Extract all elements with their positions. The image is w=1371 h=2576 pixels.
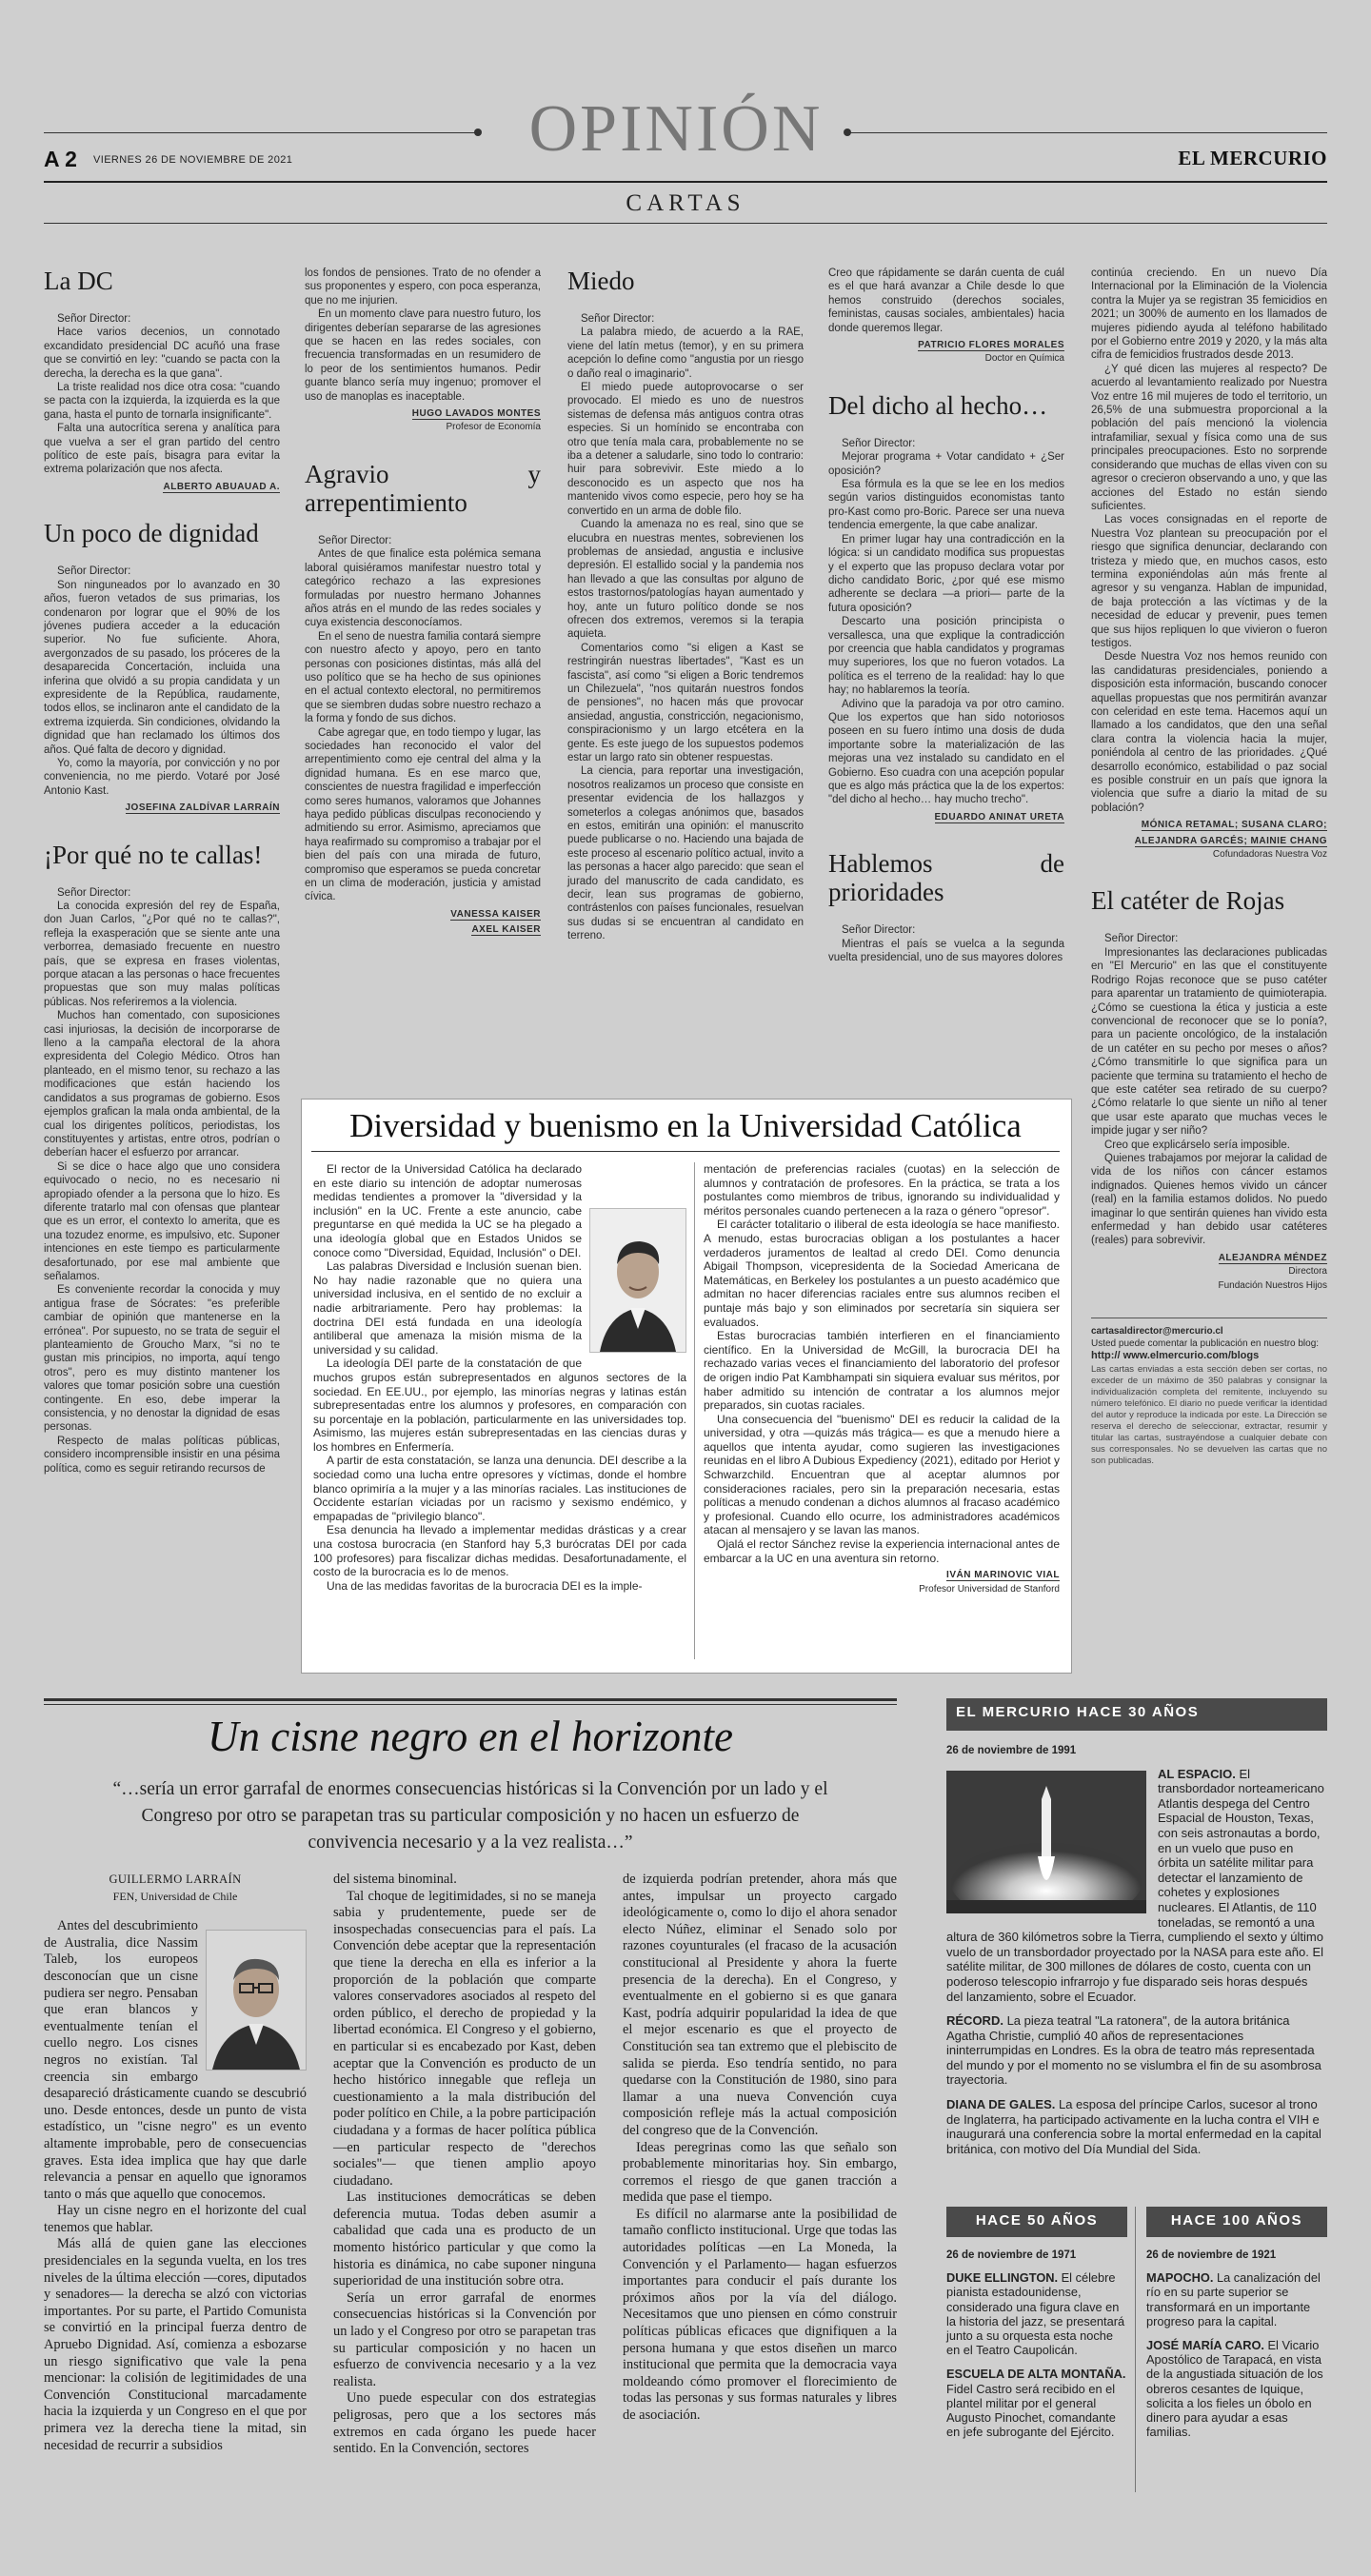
letter-paragraph: La ciencia, para reportar una investigación, nosotros realizamos un proceso que consiste en presentar evidencia de los hallazgos y someterlos a colegas anónimos que, basados en estos, emitirán una opinión: el manuscrito puede publicarse o no. Haciendo una bajada de este proceso al escenario político actual, invito a las personas a hacer algo parecido: que sean el jurado del manuscrito de cada candidato, es decir, lean sus programas de gobierno, contrástenlos con países funcionales, resuelvan sus dudas si se encuentran al candidato en terreno.	[567, 765, 804, 942]
letter-la-dc	[44, 267, 280, 494]
letter-paragraph: Es conveniente recordar la conocida y muy antigua frase de Sócrates: "es preferible cambiar de opinión que mantenerse en la errónea". Por supuesto, no se trata de seguir el planteamiento de Groucho Marx, "si no te gustan mis principios, no importa, aquí tengo otros", pero es muy distinto mantener los valores que tomar posición sobre una cuestión contingente. En eso, debe imperar la consistencia, y no denostar la dignidad de esas personas.	[44, 1284, 280, 1434]
featured-paragraph: El rector de la Universidad Católica ha declarado en este diario su intención de adoptar numerosas medidas tendientes a promover la "diversidad y la inclusión" en la UC. Frente a este anuncio, cabe preguntarse en qué medida la UC se ha plegado a una ideología global que en Estados Unidos se conoce como "Diversidad, Equidad, Inclusión" o DEI.	[313, 1162, 582, 1259]
letter-paragraph: En el seno de nuestra familia contará siempre con nuestro afecto y apoyo, pero en tanto personas con posiciones distintas, más allá del uso político que se ha hecho de sus opiniones en el actual contexto electoral, no permitiremos que se siembren dudas sobre nuestro rechazo a la forma y fondo de sus dichos.	[305, 630, 541, 725]
contact-blog-link[interactable]: http:// www.elmercurio.com/blogs	[1091, 1350, 1260, 1362]
letter-signature: HUGO LAVADOS MONTES	[411, 408, 541, 420]
letter-paragraph: Mientras el país se vuelca a la segunda vuelta presidencial, uno de sus mayores dolores	[828, 938, 1064, 964]
letter-paragraph: los fondos de pensiones. Trato de no ofender a sus proponentes y espero, con poca esperanza, que no me injurien.	[305, 268, 541, 307]
letter-paragraph: La palabra miedo, de acuerdo a la RAE, viene del latín metus (temor), y en su primera acepción lo define como "angustia por un riesgo o daño real o imaginario".	[567, 327, 804, 380]
column-paragraph: Uno puede especular con dos estrategias peligrosas, pero que a los sectores más extremos en cada órgano les puede hacer sentido. En la Convención, sectores	[333, 2390, 596, 2457]
header-bullet-right	[844, 129, 851, 136]
letters-column-2	[305, 267, 541, 962]
letter-signature: ALEJANDRA GARCÉS; MAINIE CHANG	[1134, 835, 1327, 846]
shuttle-launch-photo	[946, 1771, 1146, 1913]
letter-prioridades-continued	[1091, 267, 1327, 862]
letter-salute: Señor Director:	[581, 313, 655, 325]
letter-title: Hablemos de prioridades	[828, 849, 1064, 907]
featured-signature: IVÁN MARINOVIC VIAL	[946, 1570, 1060, 1581]
letter-title: Del dicho al hecho…	[828, 390, 1048, 420]
featured-paragraph: La ideología DEI parte de la constatación de que muchos grupos están subrepresentados en algunos sectores de la sociedad. En EE.UU., por ejemplo, las minorías negras y latinas están subrepresentadas entre los alumnos y profesores, en comparación con su porcentaje en la población, particularmente en las universidades top. Asimismo, las mujeres están subrepresentadas en las ciencias duras y los hombres en Enfermería.	[313, 1357, 686, 1454]
history-30-header: EL MERCURIO HACE 30 AÑOS	[946, 1698, 1327, 1731]
letter-paragraph: En un momento clave para nuestro futuro, los dirigentes deberían separarse de las agresiones que se hacen en las redes sociales, con frecuencia transformadas en un resumidero de lo peor de los sentimientos humanos. Pedir guante blanco sería muy ingenuo; promover el uso de manoplas es inaceptable.	[305, 308, 541, 403]
letter-paragraph: El miedo puede autoprovocarse o ser provocado. El miedo es uno de nuestros sistemas de defensa más antiguos contra otras especies. Si un homínido se encontraba con otro que tenía mala cara, probablemente no se iba a detener a saludarle, sino todo lo contrario: huir para sobrevivir. Este miedo a lo desconocido es un aspecto que nos ha mantenido vivos como especie, pero hoy se ha convertido en un arma de doble filo.	[567, 382, 804, 517]
history-item-record: RÉCORD. La pieza teatral "La ratonera", de la autora británica Agatha Christie, cumplió 40 años de representaciones ininterrumpidas en Londres. Es la obra de teatro más representada del mundo y por el momento no se vislumbra el fin de su asombrosa trayectoria.	[946, 2013, 1321, 2088]
featured-paragraph: Las palabras Diversidad e Inclusión suenan bien. No hay nadie razonable que no quiera una universidad inclusiva, en el sentido de no excluir a nadie arbitrariamente. Pero hay problemas: la doctrina DEI está fundada en una ideología antiliberal que amenaza la misión misma de la universidad y su calidad.	[313, 1259, 582, 1357]
letter-salute: Señor Director:	[842, 924, 916, 937]
column-paragraph: Más allá de quien gane las elecciones presidenciales en la segunda vuelta, en los tres niveles de la última elección —cores, diputados y senadores— la derecha se alzó con victorias importantes. Por su parte, el Partido Comunista se convirtió en la principal fuerza dentro de Apruebo Dignidad. Así, comienza a esbozarse un riesgo significativo que vale la pena mencionar: la colisión de legitimidades de una Convención Constitucional marcadamente hacia la izquierda y un Congreso en el que por primera vez la derecha tiene la mitad, sin necesidad de recurrir a subsidios	[44, 2236, 307, 2453]
column-text-1	[44, 1872, 307, 2454]
letter-salute: Señor Director:	[57, 565, 131, 578]
column-paragraph: Sería un error garrafal de enormes consecuencias históricas si la Convención por un lado y el Congreso por otro se parapetan tras su particular composición y no hacen un esfuerzo de convivencia necesario y a la vez realista.	[333, 2289, 596, 2389]
column-paragraph: del sistema binominal.	[333, 1872, 457, 1887]
letter-paragraph: La conocida expresión del rey de España, don Juan Carlos, "¿Por qué no te callas?", refleja la exasperación que se siente ante una verborrea, demasiado frecuente en nuestro país, que se expresa en frases violentas, porque atacan a las personas o hace frecuentes propuestas que son muy malas políticas públicas. Nos referiremos a la violencia.	[44, 901, 280, 1008]
letters-column-3	[567, 267, 804, 968]
column-paragraph: de izquierda podrían pretender, ahora más que antes, impulsar un proyecto cargado ideológicamente o, como lo dijo el ahora senador electo Núñez, eliminar el Senado solo por razones coyunturales (el fracaso de la acusación constitucional al Presidente y ahora la fuerte presencia de la derecha). En el Congreso, y eventualmente en el gobierno si es que ganara Kast, podría adquirir popularidad la idea de que el mejor escenario es que el proyecto de Constitución sea tan extremo que el plebiscito de salida se pierda. Eso tendría sentido, no para quedarse con la Constitución de 1980, sino para llamar a una nueva Convención cuya composición refleje más la actual composición del congreso que de la Convención.	[623, 1872, 897, 2138]
letter-salute: Señor Director:	[1104, 933, 1179, 945]
history-30-section	[946, 1738, 1327, 2166]
column-author: GUILLERMO LARRAÍN	[109, 1873, 242, 1886]
letter-paragraph: Falta una autocrítica serena y analítica para que vuelva a ser el gran partido del centro político de este país, bisagra para evitar la extrema polarización que nos afecta.	[44, 423, 280, 476]
contact-policy: Las cartas enviadas a esta sección deben ser cortas, no exceder de un máximo de 350 palabras y consignar la individualización completa del remitente, incluyendo su número telefónico. El diario no puede verificar la identidad del autor y reproduce la indicada por este. La Dirección se reserva el derecho de seleccionar, extractar, resumir y titular las cartas, sustrayéndose a cualquier debate con sus corresponsales. No se devuelven las cartas que no son publicadas.	[1091, 1363, 1327, 1466]
history-item-diana: DIANA DE GALES. La esposa del príncipe Carlos, sucesor al trono de Inglaterra, ha participado activamente en la lucha contra el VIH e inaugurará una conferencia sobre la mortal enfermedad en la capital británica, con motivo del Día Mundial del Sida.	[946, 2097, 1321, 2156]
letter-paragraph: Esa fórmula es la que se lee en los medios según varios distinguidos economistas tanto pro-Kast como pro-Boric. Parece ser una nueva tendencia emergente, la que cabe analizar.	[828, 479, 1064, 532]
page-number: A 2	[44, 147, 77, 171]
letter-dignidad	[44, 519, 280, 815]
column-paragraph: Tal choque de legitimidades, si no se maneja sabia y prudentemente, puede ser de insospechadas consecuencias para el país. La Convención debe aceptar que la representación que tiene la derecha en ella es inferior a la proporción de la población que comparte valores conservadores asociados al respeto del orden público, el derecho de propiedad y la libertad económica. El Congreso y el gobierno, en particular si es encabezado por Kast, deben aceptar que la Convención es producto de un hecho histórico innegable que refleja un cuestionamiento a la mala distribución del poder político en Chile, a la pobre participación ciudadana y a formas de hacer política pública —en particular respecto de "derechos sociales"— que tienen amplio apoyo ciudadano.	[333, 1888, 596, 2189]
featured-column-1	[313, 1162, 686, 1593]
letter-cateter	[1091, 886, 1327, 1293]
history-item-caro: JOSÉ MARÍA CARO. El Vicario Apostólico de Tarapacá, en vista de la angustiada situación de los obreros cesantes de Iquique, solicita a los fieles un óbolo en dinero para ayudar a esas familias.	[1146, 2338, 1323, 2440]
letter-signature: JOSEFINA ZALDÍVAR LARRAÍN	[125, 803, 280, 814]
featured-article-box	[301, 1099, 1072, 1674]
history-50-date: 26 de noviembre de 1971	[946, 2249, 1077, 2261]
letter-title: El catéter de Rojas	[1091, 886, 1285, 916]
letter-paragraph: En primer lugar hay una contradicción en la lógica: si un candidato modifica sus propuestas y el experto que las propuso declara votar por dicho candidato Boric, ¿por qué ese mismo adherente se declara —a priori— parte de la futura oposición?	[828, 533, 1064, 614]
columnist-photo	[206, 1930, 307, 2071]
letter-salute: Señor Director:	[57, 886, 131, 899]
header-bullet-left	[474, 129, 482, 136]
contact-email[interactable]: cartasaldirector@mercurio.cl	[1091, 1326, 1223, 1338]
letter-signature-role: Directora	[1288, 1266, 1327, 1278]
history-100-date: 26 de noviembre de 1921	[1146, 2249, 1277, 2261]
letter-signature-role: Cofundadoras Nuestra Voz	[1212, 849, 1327, 861]
column-paragraph: Es difícil no alarmarse ante la posibilidad de tamaño conflicto institucional. Urge que todas las autoridades políticas —en La Moneda, la Convención y el Parlamento— hagan esfuerzos importantes para conducir el país durante los próximos años por la vía del diálogo. Necesitamos que uno piensen en cómo construir políticas públicas eficaces que dignifiquen a la persona humana y que estos diseñen un marco institucional que permita que la democracia vaya moldeando cómo promover el florecimiento de todas las personas y sus formas naturales y libres de asociación.	[623, 2206, 897, 2423]
letter-callas	[44, 841, 280, 1476]
letter-paragraph: Muchos han comentado, con suposiciones casi injuriosas, la decisión de incorporarse de lleno a la campaña electoral de la ahora expresidenta del Colegio Médico. Otros han planteado, en el mismo tenor, su rechazo a las modificaciones que están haciendo los candidatos a sus programas de gobierno. Esos ejemplos grafican la mala onda ambiental, de la cual los dirigentes políticos, periodistas, los constituyentes y artistas, entre otros, podrían o deberían hacer el esfuerzo por arrancar.	[44, 1010, 280, 1159]
column-author-affiliation: FEN, Universidad de Chile	[112, 1889, 238, 1903]
column-paragraph: Hay un cisne negro en el horizonte del cual tenemos que hablar.	[44, 2203, 307, 2235]
letter-paragraph: Creo que rápidamente se darán cuenta de cuál es el que hará avanzar a Chile desde lo que hemos construido (derechos sociales, feministas, causas sociales, ambientales) hacia donde queremos llegar.	[828, 268, 1064, 334]
featured-paragraph: Una consecuencia del "buenismo" DEI es reducir la calidad de la universidad, y otra —quizás más trágica— es que a menudo hiere a aquellos que intenta ayudar, como sugieren las investigaciones reunidas en el libro A Dubious Expediency (2021), editado por Heriot y Schwarzchild. Encuentran que al aceptar alumnos por consideraciones raciales, pero sin la preparación necesaria, estas políticas a menudo condenan a dichos alumnos al fracaso académico y profesional. Cuando ello ocurre, los administradores académicos atacan al mensajero y se lavan las manos.	[704, 1412, 1060, 1537]
letter-title: Miedo	[567, 267, 635, 295]
letter-title: La DC	[44, 267, 113, 295]
letter-paragraph: Las voces consignadas en el reporte de Nuestra Voz plantean su preocupación por el riesgo que significa denunciar, declarando con tristeza y miedo que, en muchos casos, esto termina exponiéndolas aún más frente al agresor y su venganza. Hablan de impunidad, de baja protección a las víctimas y de la necesidad de educar y prevenir, pues temen que sus hijos repliquen lo que vivieron o fueron testigos.	[1091, 514, 1327, 649]
letter-paragraph: Creo que explicárselo sería imposible.	[1104, 1139, 1290, 1151]
history-item-mapocho: MAPOCHO. La canalización del río en su parte superior se transformará en un importante progreso para la capital.	[1146, 2270, 1321, 2328]
letter-paragraph: Desde Nuestra Voz nos hemos reunido con las candidaturas presidenciales, poniendo a disposición esta información, buscando conocer aquellas propuestas que nos permitirán avanzar con celeridad en este tema. Hacemos aquí un llamado a los candidatos, que den una señal clara contra la violencia hacia la mujer, poniéndola al centro de las prioridades. ¿Qué desarrollo económico, estabilidad o paz social es posible construir en un país que ignora la violencia que sufre a diario la mitad de su población?	[1091, 651, 1327, 814]
featured-paragraph: El carácter totalitario o iliberal de esta ideología se hace manifiesto. A menudo, estas burocracias obligan a los postulantes a hacer verdaderos juramentos de lealtad al credo DEI. Como denuncia Abigail Thompson, vicepresidenta de la Sociedad Americana de Matemáticas, en Berkeley los postulantes a un puesto académico que admitan no hacer diferencias raciales entre sus alumnos reciben el puntaje más bajo y son eliminados por secretaría sin siquiera ser evaluados.	[704, 1218, 1060, 1329]
letter-salute: Señor Director:	[842, 437, 916, 449]
letter-paragraph: Si se dice o hace algo que uno considera equivocado o necio, no es necesario ni apropiado ofender a la persona que lo hizo. Es diferente tratarlo mal con ofensas que plantear que es un error, el contexto lo amerita, que es una tozudez enorme, es impulsivo, etc. Suponer intenciones en este tiempo es particularmente desafortunado, por ese mal ambiente que señalamos.	[44, 1160, 280, 1282]
letter-paragraph: Cabe agregar que, en todo tiempo y lugar, las sociedades han reconocido el valor del arrepentimiento como eje central del alma y la dignidad humana. Es en ese marco que, conscientes de nuestra fragilidad e imperfección como seres humanos, valoramos que Johannes haya pedido públicas disculpas reconociendo y admitiendo su error. Asimismo, apreciamos que haya reafirmado su compromiso a trabajar por el bien del país con una mirada de futuro, compromiso que esperamos se pueda concretar en un clima de moderación, justicia y amistad cívica.	[305, 726, 542, 903]
letter-signature: ALEJANDRA MÉNDEZ	[1218, 1252, 1327, 1263]
letter-signature-role: Fundación Nuestros Hijos	[1218, 1279, 1327, 1291]
history-100-section	[1146, 2243, 1327, 2448]
contact-blog-text: Usted puede comentar la publicación en nuestro blog:	[1091, 1338, 1320, 1349]
featured-paragraph: A partir de esta constatación, se lanza una denuncia. DEI describe a la sociedad como una lucha entre opresores y víctimas, donde el hombre blanco oprimiría a la mujer y a las minorías raciales. Las instituciones de Occidente estarían viciadas por un racismo y sexismo endémico, y empapadas de "privilegio blanco".	[313, 1454, 686, 1523]
history-item-escuela: ESCUELA DE ALTA MONTAÑA. Fidel Castro será recibido en el plantel militar por el general Augusto Pinochet, comandante en jefe subrogante del Ejército.	[946, 2367, 1126, 2440]
page-date: VIERNES 26 DE NOVIEMBRE DE 2021	[93, 154, 293, 166]
featured-paragraph: Estas burocracias también interfieren en el financiamiento científico. En la Universidad de McGill, la burocracia DEI ha rechazado varias veces el financiamiento del laboratorio del profesor de origen indio Pat Kambhampati sin siquiera evaluar sus méritos, por haber admitido su intención de contratar a los alumnos mejor preparados, sin cuotas raciales.	[704, 1329, 1060, 1413]
history-50-section	[946, 2243, 1127, 2448]
column-paragraph: Las instituciones democráticas se deben deferencia mutua. Todas deben asumir a cabalidad que cada una es producto de un momento histórico particular y que como la historia es dinámica, no cabe suponer ninguna superioridad de una institución sobre otra.	[333, 2190, 596, 2289]
letter-signature: EDUARDO ANINAT URETA	[934, 811, 1064, 822]
letter-signature: AXEL KAISER	[471, 924, 541, 936]
letter-paragraph: Descarto una posición principista o versallesca, una que explique la contradicción por creencia que habla candidatos y programas muy superiores, los que no fueron votados. La política es el terreno de la realidad: hay lo que hay; no hablaremos la teoría.	[828, 616, 1064, 697]
featured-column-2	[704, 1162, 1060, 1621]
letter-paragraph: Impresionantes las declaraciones publicadas en "El Mercurio" en las que el constituyente Rodrigo Rojas reconoce que se puso catéter para aparentar un tratamiento de quimioterapia. ¿Cómo se cuestiona la ética y justicia a este convencional de reconocer que se lo ponía?, para un paciente oncológico, de la instalación de un catéter en su pecho por meses o años? ¿Cómo transmitirle lo que significa para un paciente que termina su tratamiento el hecho de que este catéter sea retirado de su cuerpo? ¿Cómo relatarle lo que siente un niño al tener que usar este aparato que muchas veces le impide jugar y ser niño?	[1091, 946, 1327, 1138]
featured-title: Diversidad y buenismo en la Universidad Católica	[311, 1105, 1060, 1152]
history-item-duke: DUKE ELLINGTON. El célebre pianista estadounidense, considerado una figura clave en la historia del jazz, se presentará junto a su orquesta esta noche en el Teatro Caupolicán.	[946, 2270, 1125, 2358]
letter-paragraph: Antes de que finalice esta polémica semana laboral quisiéramos manifestar nuestro total y categórico rechazo a las expresiones formuladas por nuestro hermano Johannes años atrás en el mundo de las redes sociales y cuya existencia desconocíamos.	[305, 548, 541, 629]
letter-miedo	[567, 267, 804, 943]
brand-logo: EL MERCURIO	[1178, 147, 1327, 169]
letters-column-4	[828, 267, 1064, 989]
letter-signature: VANESSA KAISER	[450, 908, 541, 920]
column-text-2	[333, 1872, 596, 2458]
letter-hablemos	[828, 849, 1064, 964]
featured-paragraph: mentación de preferencias raciales (cuotas) en la selección de alumnos y contratación de profesores. En la práctica, se trata a los postulantes como miembros de tribus, ignorando su individualidad y méritos personales cuando pertenecen a la raza o género "opresor".	[704, 1162, 1060, 1218]
letter-paragraph: Quienes trabajamos por mejorar la calidad de vida de los niños con cáncer estamos indignados. Quienes hemos vivido un cáncer (real) en la familia estamos dolidos. No puedo imaginar lo que sentirán quienes han vivido esta enfermedad y han debido usar catéteres (reales) para sobrevivir.	[1091, 1152, 1327, 1247]
letter-paragraph: ¿Y qué dicen las mujeres al respecto? De acuerdo al levantamiento realizado por Nuestra Voz entre 16 mil mujeres de todo el territorio, un 26,5% de una submuestra proporcional a la población del país mencionó la violencia intrafamiliar, sexual y física como una de sus principales preocupaciones. Esto no sorprende considerando que muchas de ellas viven con su agresor o crecieron observando a uno, y que las acciones del Estado no están siendo suficientes.	[1091, 363, 1327, 512]
letter-paragraph: Adivino que la paradoja va por otro camino. Que los expertos que han sido notoriosos poseen en su fuero íntimo una dosis de duda importante sobre la materialización de las mejoras una vez instalado su candidato en el Gobierno. Eso cuadra con una acepción popular que es algo más práctica que la de los expertos: "del dicho al hecho… hay mucho trecho".	[828, 698, 1064, 806]
letter-dicho	[828, 391, 1064, 824]
letter-signature: MÓNICA RETAMAL; SUSANA CLARO;	[1141, 820, 1327, 831]
featured-signature-role: Profesor Universidad de Stanford	[919, 1583, 1060, 1595]
letter-paragraph: Yo, como la mayoría, por convicción y no por conveniencia, no me pierdo. Votaré por José Antonio Kast.	[44, 757, 280, 797]
letter-paragraph: Mejorar programa + Votar candidato + ¿Ser oposición?	[828, 451, 1064, 477]
letter-paragraph: continúa creciendo. En un nuevo Día Internacional por la Eliminación de la Violencia contra la Mujer ya se registran 35 femicidios en 2021; un 300% de aumento en los llamados de mujeres pidiendo ayuda al teléfono habilitado por el Gobierno entre 2019 y 2020, y la más alta cifra de femicidios frustrados desde 2013.	[1091, 268, 1327, 362]
column-title: Un cisne negro en el horizonte	[208, 1713, 733, 1760]
section-title: OPINIÓN	[528, 92, 824, 166]
letter-signature-role: Profesor de Economía	[446, 422, 541, 433]
letter-paragraph: Cuando la amenaza no es real, sino que se elucubra en nuestras mentes, sobrevienen los problemas de ansiedad, angustia e inclusive depresión. El estallido social y la pandemia nos han llevado a que las consultas por alguno de estos trastornos/patologías hayan aumentado y hoy, ante un futuro político donde se nos ofrecen dos extremos, veremos si la terapia aquieta.	[567, 519, 804, 641]
featured-paragraph: Ojalá el rector Sánchez revise la experiencia internacional antes de embarcar a la UC en una aventura sin retorno.	[704, 1537, 1060, 1565]
letters-column-1	[44, 267, 280, 1500]
letter-salute: Señor Director:	[57, 313, 131, 325]
letter-paragraph: Hace varios decenios, un connotado excandidato presidencial DC acuñó una frase que se convirtió en ley: "cuando se pacta con la derecha, la derecha es la que gana".	[44, 327, 280, 380]
letter-title: Un poco de dignidad	[44, 519, 259, 548]
letters-column-5	[1091, 267, 1327, 1467]
column-paragraph: Ideas peregrinas como las que señalo son probablemente minoritarias hoy. Sin embargo, corremos el riesgo de que ganen tracción a medida que pase el tiempo.	[623, 2139, 897, 2206]
subsection-title: CARTAS	[626, 190, 745, 216]
author-photo	[589, 1208, 686, 1353]
featured-paragraph: Una de las medidas favoritas de la burocracia DEI es la imple-	[327, 1578, 643, 1593]
letter-signature-role: Doctor en Química	[984, 353, 1064, 365]
letter-paragraph: La triste realidad nos dice otra cosa: "cuando se pacta con la izquierda, la izquierda es la que gana, hasta el punto de tornarla insignificante".	[44, 382, 280, 421]
letter-title: Agravio y arrepentimiento	[305, 459, 541, 517]
letter-miedo-continued	[828, 267, 1064, 367]
letter-agravio	[305, 460, 541, 938]
letter-paragraph: Son ninguneados por lo avanzado en 30 años, fueron vetados de sus primarias, los condenaron por lograr que el 90% de los jóvenes pudiera acceder a la educación superior. No fue suficiente. Ahora, avergonzados de su pasado, los próceres de la desaparecida Concertación, incluida una inferina que olvidó a su propia candidata y un expresidente de la República, raudamente, todos ellos, se inclinaron ante el candidato de la extrema izquierda. Sin condiciones, olvidando la dignidad que han reclamado los últimos dos años. Qué falta de decoro y dignidad.	[44, 579, 280, 756]
letter-title: ¡Por qué no te callas!	[44, 840, 263, 869]
letter-salute: Señor Director:	[318, 534, 392, 546]
letter-fondos-continued	[305, 267, 541, 435]
history-100-header: HACE 100 AÑOS	[1146, 2207, 1327, 2237]
letter-paragraph: Respecto de malas políticas públicas, considero incomprensible insistir en una pésima política, como es seguir retirando recursos de	[44, 1435, 280, 1475]
letter-signature: ALBERTO ABUAUAD A.	[163, 481, 280, 492]
contact-box	[1091, 1318, 1327, 1467]
column-pull-quote: “…sería un error garrafal de enormes consecuencias históricas si la Convención por un lado y el Congreso por otro se parapetan tras su particular composición y no hacen un esfuerzo de convivencia necesario y a la vez realista…”	[112, 1779, 828, 1853]
column-paragraph: Antes del descubrimiento de Australia, dice Nassim Taleb, los europeos desconocían que un cisne pudiera ser negro. Pensaban que eran blancos y eventualmente tenían el cuello negro. Los cisnes negros no existían. Tal creencia sin embargo desapareció drásticamente cuando se descubrió uno. Desde entonces, desde un punto de vista estadístico, un "cisne negro" es un evento altamente improbable, pero de consecuencias graves. Esta idea implica que hay que darle relevancia a pensar en aquello que ignoramos tanto o más que aquello que conocemos.	[44, 1918, 307, 2202]
history-50-header: HACE 50 AÑOS	[946, 2207, 1127, 2237]
letter-signature: PATRICIO FLORES MORALES	[918, 340, 1064, 351]
featured-paragraph: Esa denuncia ha llevado a implementar medidas drásticas y a crear una costosa burocracia (en Stanford hay 5,3 burócratas DEI por cada 100 profesores) para fiscalizar dichas medidas. Desafortunadamente, el costo de la burocracia es lo de menos.	[313, 1523, 686, 1579]
letter-paragraph: Comentarios como "si eligen a Kast se restringirán nuestras libertades", "Kast es un fascista", así como "si eligen a Boric tendremos un Chilezuela", "nos quitarán nuestros fondos de pensiones", no hacen más que provocar ansiedad, angustia, constricción, negacionismo, conspiracionismo y un largo etcétera en la gente. Es este juego de los supuestos podemos estar un largo rato sin obtener respuestas.	[567, 642, 804, 763]
column-text-3	[623, 1872, 897, 2425]
history-item-espacio: AL ESPACIO. El transbordador norteamericano Atlantis despega del Centro Espacial de Houston, Texas, con seis astronautas a bordo, en un vuelo que puso en órbita un satélite militar para detectar el lanzamiento de cohetes y explosiones nucleares. El Atlantis, de 110 toneladas, se remontó a una altura de 360 kilómetros sobre la Tierra, cumpliendo el sexto y último vuelo de un transbordador proyectado por la NASA para este año. El satélite militar, de 300 millones de dólares de costo, cuenta con un poderoso telescopio infrarrojo y fue disparado seis horas después del lanzamiento, sobre el Ecuador.	[946, 1766, 1324, 2004]
history-30-date: 26 de noviembre de 1991	[946, 1745, 1077, 1756]
